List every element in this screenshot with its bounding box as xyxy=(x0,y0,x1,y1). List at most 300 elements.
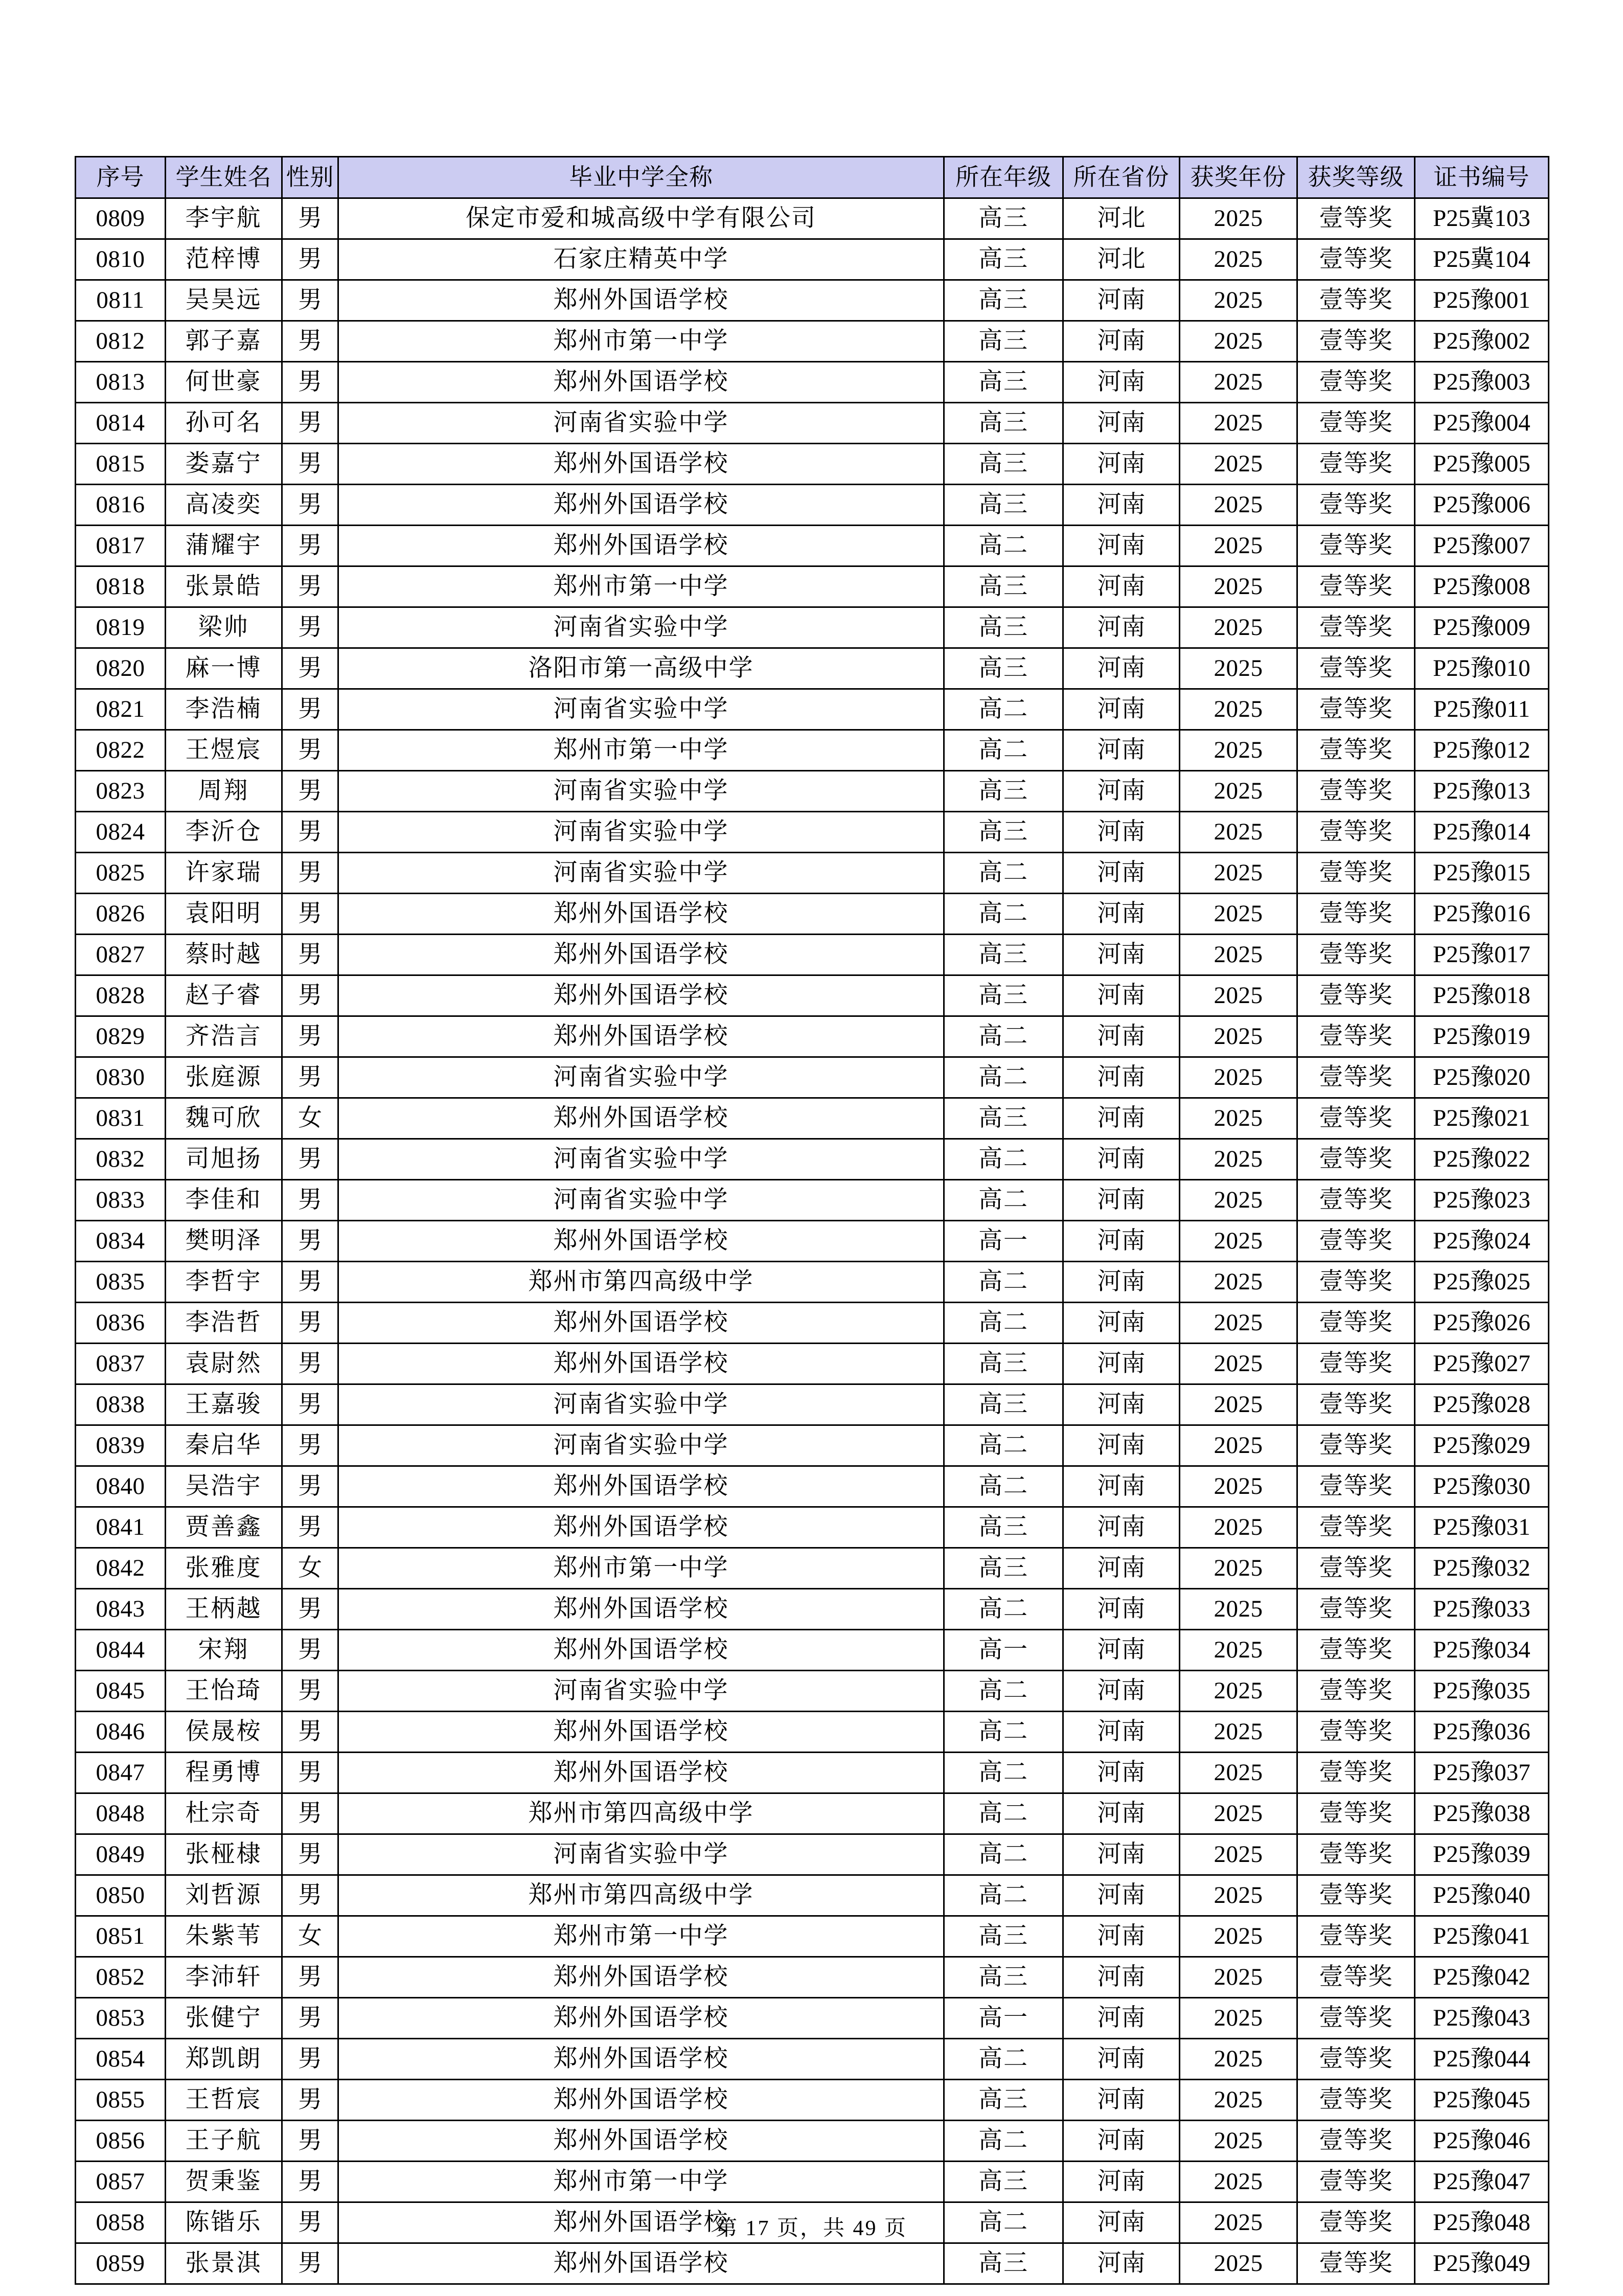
cell-name: 侯晟桉 xyxy=(166,1712,282,1753)
cell-school: 郑州市第四高级中学 xyxy=(338,1875,944,1916)
cell-gender: 男 xyxy=(282,1671,338,1712)
cell-cert: P25豫044 xyxy=(1415,2039,1549,2080)
cell-index: 0844 xyxy=(76,1630,166,1671)
cell-level: 壹等奖 xyxy=(1297,2080,1415,2121)
cell-index: 0840 xyxy=(76,1466,166,1507)
cell-grade: 高二 xyxy=(944,853,1063,894)
table-row xyxy=(76,526,1549,566)
cell-year: 2025 xyxy=(1180,2080,1297,2121)
cell-year: 2025 xyxy=(1180,1630,1297,1671)
cell-year: 2025 xyxy=(1180,485,1297,526)
cell-province: 河南 xyxy=(1063,1507,1180,1548)
cell-name: 张庭源 xyxy=(166,1057,282,1098)
column-header-index: 序号 xyxy=(76,157,166,198)
cell-index: 0830 xyxy=(76,1057,166,1098)
cell-index: 0855 xyxy=(76,2080,166,2121)
cell-gender: 男 xyxy=(282,485,338,526)
cell-grade: 高三 xyxy=(944,2080,1063,2121)
cell-year: 2025 xyxy=(1180,566,1297,607)
cell-level: 壹等奖 xyxy=(1297,1630,1415,1671)
cell-province: 河南 xyxy=(1063,321,1180,362)
cell-gender: 男 xyxy=(282,689,338,730)
cell-level: 壹等奖 xyxy=(1297,280,1415,321)
cell-level: 壹等奖 xyxy=(1297,1466,1415,1507)
cell-gender: 男 xyxy=(282,403,338,444)
cell-year: 2025 xyxy=(1180,607,1297,648)
cell-cert: P25豫049 xyxy=(1415,2243,1549,2284)
cell-gender: 男 xyxy=(282,2162,338,2202)
cell-gender: 男 xyxy=(282,2243,338,2284)
cell-province: 河南 xyxy=(1063,1262,1180,1303)
cell-province: 河南 xyxy=(1063,975,1180,1016)
cell-index: 0817 xyxy=(76,526,166,566)
cell-school: 郑州市第四高级中学 xyxy=(338,1262,944,1303)
cell-name: 高凌奕 xyxy=(166,485,282,526)
cell-school: 河南省实验中学 xyxy=(338,1139,944,1180)
cell-cert: P25豫015 xyxy=(1415,853,1549,894)
cell-province: 河南 xyxy=(1063,1139,1180,1180)
cell-cert: P25豫026 xyxy=(1415,1303,1549,1344)
cell-name: 许家瑞 xyxy=(166,853,282,894)
cell-gender: 男 xyxy=(282,1425,338,1466)
cell-gender: 男 xyxy=(282,894,338,935)
cell-school: 郑州市第一中学 xyxy=(338,321,944,362)
cell-year: 2025 xyxy=(1180,403,1297,444)
cell-gender: 男 xyxy=(282,1507,338,1548)
table-row xyxy=(76,1507,1549,1548)
cell-school: 郑州外国语学校 xyxy=(338,935,944,975)
cell-cert: P25豫028 xyxy=(1415,1384,1549,1425)
cell-year: 2025 xyxy=(1180,1425,1297,1466)
cell-province: 河南 xyxy=(1063,280,1180,321)
cell-name: 司旭扬 xyxy=(166,1139,282,1180)
cell-province: 河南 xyxy=(1063,1916,1180,1957)
cell-cert: P25豫008 xyxy=(1415,566,1549,607)
cell-grade: 高三 xyxy=(944,1507,1063,1548)
cell-name: 程勇博 xyxy=(166,1753,282,1793)
cell-gender: 男 xyxy=(282,1834,338,1875)
cell-cert: P25豫007 xyxy=(1415,526,1549,566)
cell-year: 2025 xyxy=(1180,239,1297,280)
cell-level: 壹等奖 xyxy=(1297,853,1415,894)
cell-school: 郑州外国语学校 xyxy=(338,2080,944,2121)
cell-gender: 男 xyxy=(282,853,338,894)
cell-grade: 高三 xyxy=(944,2243,1063,2284)
cell-school: 河南省实验中学 xyxy=(338,1425,944,1466)
cell-name: 张景淇 xyxy=(166,2243,282,2284)
cell-level: 壹等奖 xyxy=(1297,812,1415,853)
cell-grade: 高三 xyxy=(944,2162,1063,2202)
cell-index: 0857 xyxy=(76,2162,166,2202)
cell-cert: P25豫018 xyxy=(1415,975,1549,1016)
cell-index: 0841 xyxy=(76,1507,166,1548)
cell-cert: P25豫038 xyxy=(1415,1793,1549,1834)
cell-level: 壹等奖 xyxy=(1297,1016,1415,1057)
cell-grade: 高二 xyxy=(944,1262,1063,1303)
table-row xyxy=(76,1344,1549,1384)
cell-grade: 高三 xyxy=(944,362,1063,403)
cell-level: 壹等奖 xyxy=(1297,321,1415,362)
cell-grade: 高三 xyxy=(944,1916,1063,1957)
cell-index: 0823 xyxy=(76,771,166,812)
cell-year: 2025 xyxy=(1180,935,1297,975)
cell-index: 0848 xyxy=(76,1793,166,1834)
cell-gender: 男 xyxy=(282,1057,338,1098)
cell-cert: P25豫014 xyxy=(1415,812,1549,853)
cell-province: 河南 xyxy=(1063,1834,1180,1875)
cell-cert: P25豫006 xyxy=(1415,485,1549,526)
cell-name: 吴浩宇 xyxy=(166,1466,282,1507)
cell-level: 壹等奖 xyxy=(1297,1793,1415,1834)
cell-year: 2025 xyxy=(1180,975,1297,1016)
cell-cert: P25豫035 xyxy=(1415,1671,1549,1712)
cell-grade: 高三 xyxy=(944,566,1063,607)
cell-province: 河南 xyxy=(1063,853,1180,894)
cell-year: 2025 xyxy=(1180,1303,1297,1344)
cell-school: 郑州外国语学校 xyxy=(338,1303,944,1344)
cell-year: 2025 xyxy=(1180,362,1297,403)
table-row xyxy=(76,1466,1549,1507)
cell-grade: 高三 xyxy=(944,403,1063,444)
cell-grade: 高二 xyxy=(944,894,1063,935)
cell-gender: 男 xyxy=(282,526,338,566)
cell-level: 壹等奖 xyxy=(1297,2243,1415,2284)
cell-name: 朱紫苇 xyxy=(166,1916,282,1957)
table-row xyxy=(76,853,1549,894)
cell-year: 2025 xyxy=(1180,1834,1297,1875)
cell-year: 2025 xyxy=(1180,1016,1297,1057)
cell-grade: 高三 xyxy=(944,485,1063,526)
cell-gender: 男 xyxy=(282,1303,338,1344)
cell-gender: 男 xyxy=(282,1221,338,1262)
cell-name: 李宇航 xyxy=(166,198,282,239)
table-row xyxy=(76,1834,1549,1875)
cell-year: 2025 xyxy=(1180,1998,1297,2039)
table-row xyxy=(76,975,1549,1016)
cell-school: 河南省实验中学 xyxy=(338,1671,944,1712)
cell-gender: 男 xyxy=(282,1466,338,1507)
cell-gender: 男 xyxy=(282,1589,338,1630)
cell-gender: 男 xyxy=(282,1262,338,1303)
cell-level: 壹等奖 xyxy=(1297,1384,1415,1425)
cell-name: 李浩哲 xyxy=(166,1303,282,1344)
cell-cert: P25豫020 xyxy=(1415,1057,1549,1098)
cell-grade: 高二 xyxy=(944,1793,1063,1834)
cell-index: 0837 xyxy=(76,1344,166,1384)
cell-index: 0835 xyxy=(76,1262,166,1303)
cell-level: 壹等奖 xyxy=(1297,607,1415,648)
cell-province: 河南 xyxy=(1063,2243,1180,2284)
cell-gender: 女 xyxy=(282,1098,338,1139)
table-row xyxy=(76,812,1549,853)
cell-school: 郑州外国语学校 xyxy=(338,1016,944,1057)
cell-index: 0846 xyxy=(76,1712,166,1753)
cell-cert: P25豫033 xyxy=(1415,1589,1549,1630)
cell-name: 魏可欣 xyxy=(166,1098,282,1139)
cell-level: 壹等奖 xyxy=(1297,689,1415,730)
cell-province: 河南 xyxy=(1063,2121,1180,2162)
cell-level: 壹等奖 xyxy=(1297,2162,1415,2202)
cell-name: 王柄越 xyxy=(166,1589,282,1630)
cell-name: 何世豪 xyxy=(166,362,282,403)
cell-year: 2025 xyxy=(1180,1057,1297,1098)
cell-grade: 高三 xyxy=(944,648,1063,689)
table-row xyxy=(76,935,1549,975)
cell-grade: 高二 xyxy=(944,1466,1063,1507)
cell-year: 2025 xyxy=(1180,2039,1297,2080)
cell-school: 河南省实验中学 xyxy=(338,607,944,648)
table-row xyxy=(76,771,1549,812)
cell-cert: P25豫029 xyxy=(1415,1425,1549,1466)
cell-gender: 男 xyxy=(282,730,338,771)
cell-index: 0847 xyxy=(76,1753,166,1793)
cell-school: 河南省实验中学 xyxy=(338,1834,944,1875)
cell-school: 郑州外国语学校 xyxy=(338,1098,944,1139)
table-row xyxy=(76,1180,1549,1221)
table-row xyxy=(76,1098,1549,1139)
table-row xyxy=(76,2162,1549,2202)
cell-grade: 高三 xyxy=(944,1548,1063,1589)
cell-index: 0853 xyxy=(76,1998,166,2039)
cell-name: 张健宁 xyxy=(166,1998,282,2039)
cell-gender: 男 xyxy=(282,1957,338,1998)
cell-province: 河南 xyxy=(1063,403,1180,444)
cell-province: 河南 xyxy=(1063,1957,1180,1998)
cell-province: 河南 xyxy=(1063,607,1180,648)
cell-province: 河南 xyxy=(1063,1466,1180,1507)
cell-year: 2025 xyxy=(1180,771,1297,812)
cell-index: 0809 xyxy=(76,198,166,239)
cell-gender: 男 xyxy=(282,648,338,689)
cell-school: 郑州市第一中学 xyxy=(338,566,944,607)
cell-province: 河南 xyxy=(1063,648,1180,689)
cell-index: 0824 xyxy=(76,812,166,853)
cell-year: 2025 xyxy=(1180,1180,1297,1221)
cell-cert: P25豫017 xyxy=(1415,935,1549,975)
cell-year: 2025 xyxy=(1180,689,1297,730)
cell-grade: 高二 xyxy=(944,2039,1063,2080)
cell-year: 2025 xyxy=(1180,1753,1297,1793)
cell-province: 河南 xyxy=(1063,1384,1180,1425)
cell-grade: 高三 xyxy=(944,812,1063,853)
cell-school: 郑州外国语学校 xyxy=(338,1344,944,1384)
cell-year: 2025 xyxy=(1180,1548,1297,1589)
table-row xyxy=(76,2243,1549,2284)
cell-province: 河南 xyxy=(1063,1630,1180,1671)
cell-level: 壹等奖 xyxy=(1297,1916,1415,1957)
cell-grade: 高三 xyxy=(944,239,1063,280)
cell-gender: 男 xyxy=(282,935,338,975)
cell-cert: P25豫030 xyxy=(1415,1466,1549,1507)
cell-year: 2025 xyxy=(1180,2162,1297,2202)
cell-name: 孙可名 xyxy=(166,403,282,444)
table-row xyxy=(76,1425,1549,1466)
cell-school: 郑州外国语学校 xyxy=(338,362,944,403)
cell-gender: 男 xyxy=(282,607,338,648)
cell-level: 壹等奖 xyxy=(1297,1507,1415,1548)
cell-grade: 高二 xyxy=(944,1139,1063,1180)
cell-year: 2025 xyxy=(1180,1098,1297,1139)
cell-grade: 高三 xyxy=(944,1098,1063,1139)
award-list-table xyxy=(75,156,1549,2285)
cell-school: 郑州市第一中学 xyxy=(338,1548,944,1589)
cell-index: 0831 xyxy=(76,1098,166,1139)
cell-gender: 男 xyxy=(282,444,338,485)
cell-grade: 高三 xyxy=(944,975,1063,1016)
table-row xyxy=(76,566,1549,607)
cell-index: 0825 xyxy=(76,853,166,894)
cell-school: 郑州外国语学校 xyxy=(338,444,944,485)
table-row xyxy=(76,1589,1549,1630)
cell-index: 0811 xyxy=(76,280,166,321)
cell-index: 0829 xyxy=(76,1016,166,1057)
table-row xyxy=(76,1262,1549,1303)
column-header-gender: 性别 xyxy=(282,157,338,198)
cell-grade: 高一 xyxy=(944,1221,1063,1262)
cell-cert: P25豫005 xyxy=(1415,444,1549,485)
cell-school: 河南省实验中学 xyxy=(338,853,944,894)
cell-school: 河南省实验中学 xyxy=(338,689,944,730)
cell-year: 2025 xyxy=(1180,1466,1297,1507)
cell-school: 郑州外国语学校 xyxy=(338,1957,944,1998)
table-row xyxy=(76,2080,1549,2121)
cell-cert: P25豫031 xyxy=(1415,1507,1549,1548)
cell-name: 袁尉然 xyxy=(166,1344,282,1384)
cell-level: 壹等奖 xyxy=(1297,526,1415,566)
cell-grade: 高二 xyxy=(944,1875,1063,1916)
cell-index: 0818 xyxy=(76,566,166,607)
cell-name: 杜宗奇 xyxy=(166,1793,282,1834)
cell-grade: 高三 xyxy=(944,1344,1063,1384)
cell-index: 0839 xyxy=(76,1425,166,1466)
cell-gender: 男 xyxy=(282,280,338,321)
table-row xyxy=(76,2121,1549,2162)
column-header-cert: 证书编号 xyxy=(1415,157,1549,198)
cell-index: 0856 xyxy=(76,2121,166,2162)
cell-level: 壹等奖 xyxy=(1297,1098,1415,1139)
cell-province: 河南 xyxy=(1063,1098,1180,1139)
cell-province: 河南 xyxy=(1063,566,1180,607)
cell-year: 2025 xyxy=(1180,1139,1297,1180)
cell-year: 2025 xyxy=(1180,1916,1297,1957)
cell-province: 河南 xyxy=(1063,1671,1180,1712)
cell-grade: 高三 xyxy=(944,198,1063,239)
cell-level: 壹等奖 xyxy=(1297,239,1415,280)
cell-level: 壹等奖 xyxy=(1297,935,1415,975)
cell-level: 壹等奖 xyxy=(1297,362,1415,403)
cell-school: 郑州外国语学校 xyxy=(338,1507,944,1548)
cell-grade: 高二 xyxy=(944,2202,1063,2243)
cell-cert: P25豫012 xyxy=(1415,730,1549,771)
cell-name: 王子航 xyxy=(166,2121,282,2162)
table-row xyxy=(76,321,1549,362)
cell-index: 0813 xyxy=(76,362,166,403)
cell-grade: 高三 xyxy=(944,771,1063,812)
cell-cert: P25豫004 xyxy=(1415,403,1549,444)
cell-province: 河南 xyxy=(1063,485,1180,526)
cell-gender: 男 xyxy=(282,1016,338,1057)
cell-grade: 高三 xyxy=(944,444,1063,485)
cell-name: 麻一博 xyxy=(166,648,282,689)
cell-index: 0833 xyxy=(76,1180,166,1221)
cell-province: 河南 xyxy=(1063,689,1180,730)
column-header-name: 学生姓名 xyxy=(166,157,282,198)
cell-school: 保定市爱和城高级中学有限公司 xyxy=(338,198,944,239)
table-row xyxy=(76,362,1549,403)
cell-cert: P25豫010 xyxy=(1415,648,1549,689)
cell-year: 2025 xyxy=(1180,1793,1297,1834)
cell-level: 壹等奖 xyxy=(1297,975,1415,1016)
cell-level: 壹等奖 xyxy=(1297,1712,1415,1753)
cell-name: 王煜宸 xyxy=(166,730,282,771)
cell-grade: 高二 xyxy=(944,730,1063,771)
cell-level: 壹等奖 xyxy=(1297,485,1415,526)
cell-province: 河南 xyxy=(1063,1303,1180,1344)
cell-cert: P25豫022 xyxy=(1415,1139,1549,1180)
cell-grade: 高二 xyxy=(944,526,1063,566)
cell-school: 河南省实验中学 xyxy=(338,1384,944,1425)
cell-grade: 高三 xyxy=(944,321,1063,362)
cell-cert: P25豫036 xyxy=(1415,1712,1549,1753)
table-row xyxy=(76,2039,1549,2080)
cell-cert: P25豫041 xyxy=(1415,1916,1549,1957)
cell-school: 郑州外国语学校 xyxy=(338,1712,944,1753)
cell-year: 2025 xyxy=(1180,2243,1297,2284)
cell-grade: 高三 xyxy=(944,280,1063,321)
cell-school: 郑州市第一中学 xyxy=(338,730,944,771)
cell-cert: P25豫003 xyxy=(1415,362,1549,403)
cell-cert: P25豫043 xyxy=(1415,1998,1549,2039)
cell-school: 郑州市第四高级中学 xyxy=(338,1793,944,1834)
column-header-school: 毕业中学全称 xyxy=(338,157,944,198)
cell-cert: P25豫046 xyxy=(1415,2121,1549,2162)
cell-school: 河南省实验中学 xyxy=(338,1180,944,1221)
cell-school: 郑州外国语学校 xyxy=(338,975,944,1016)
cell-index: 0828 xyxy=(76,975,166,1016)
cell-cert: P25豫045 xyxy=(1415,2080,1549,2121)
cell-gender: 男 xyxy=(282,771,338,812)
cell-year: 2025 xyxy=(1180,894,1297,935)
cell-school: 洛阳市第一高级中学 xyxy=(338,648,944,689)
table-row xyxy=(76,1753,1549,1793)
cell-gender: 男 xyxy=(282,321,338,362)
cell-school: 郑州外国语学校 xyxy=(338,1753,944,1793)
cell-cert: P25豫013 xyxy=(1415,771,1549,812)
cell-level: 壹等奖 xyxy=(1297,1221,1415,1262)
cell-province: 河南 xyxy=(1063,1016,1180,1057)
cell-gender: 男 xyxy=(282,1753,338,1793)
cell-gender: 男 xyxy=(282,1630,338,1671)
table-row xyxy=(76,1875,1549,1916)
cell-name: 张桠棣 xyxy=(166,1834,282,1875)
cell-province: 河南 xyxy=(1063,444,1180,485)
cell-level: 壹等奖 xyxy=(1297,198,1415,239)
cell-year: 2025 xyxy=(1180,2202,1297,2243)
cell-name: 宋翔 xyxy=(166,1630,282,1671)
cell-cert: P25豫009 xyxy=(1415,607,1549,648)
cell-province: 河南 xyxy=(1063,730,1180,771)
cell-province: 河南 xyxy=(1063,1712,1180,1753)
cell-province: 河南 xyxy=(1063,1221,1180,1262)
cell-name: 李浩楠 xyxy=(166,689,282,730)
table-header xyxy=(76,157,1549,198)
cell-year: 2025 xyxy=(1180,1221,1297,1262)
cell-grade: 高二 xyxy=(944,1671,1063,1712)
cell-year: 2025 xyxy=(1180,1262,1297,1303)
cell-cert: P25豫023 xyxy=(1415,1180,1549,1221)
cell-grade: 高二 xyxy=(944,1016,1063,1057)
cell-level: 壹等奖 xyxy=(1297,1344,1415,1384)
